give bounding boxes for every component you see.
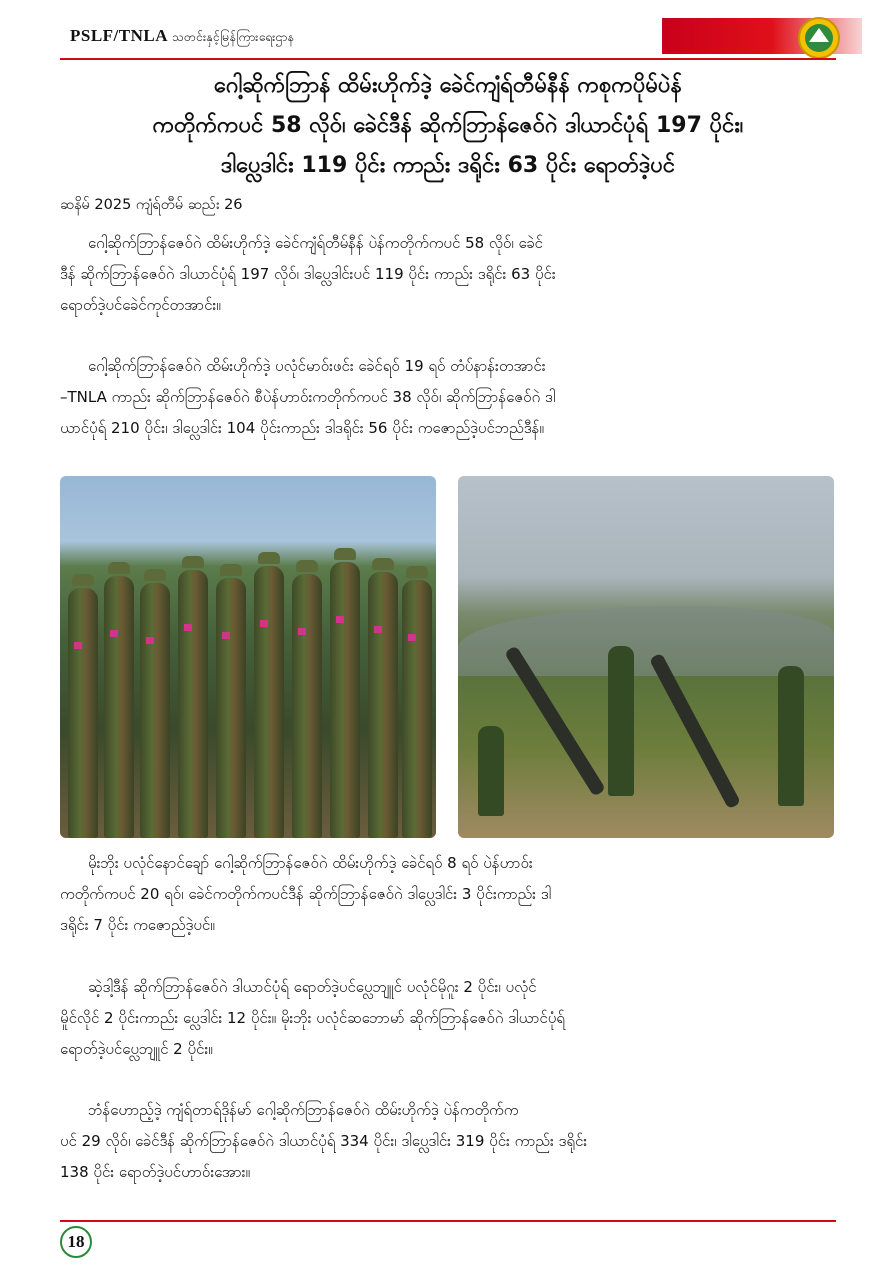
paragraph-line: –TNLA ကာည်း ဆိုက်ဘြာန်ဇေဝ်ဂဲ စီပဲန်ဟာဝ်းကတိုက်ကပင် 38 လိုဝ်၊ ဆိုက်ဘြာန်ဇေဝ်ဂဲ ဒါ xyxy=(60,388,556,406)
article-headline xyxy=(60,66,836,186)
paragraph-line: မိူင်လိုင် 2 ပိုင်းကာည်း ပ္လေဒါင်း 12 ပိုင်း။ မိုးဘိုး ပလုံင်ဆဘောမာ် ဆိုက်ဘြာန်ဇေဝ်ဂဲ ဒါယာင်ပုံရ် xyxy=(60,1009,565,1027)
paragraph-line: ဒရိုင်း 7 ပိုင်း ကဇောည်ဒဲ့ပင်။ xyxy=(60,916,215,934)
paragraph-line: ဒီန် ဆိုက်ဘြာန်ဇေဝ်ဂဲ ဒါယာင်ပုံရ် 197 လိုဝ်၊ ဒါပ္လေဒါင်းပင် 119 ပိုင်း ကာည်း ဒရိုင်း 63 ပိုင်း xyxy=(60,265,556,283)
paragraph-line: ကတိုက်ကပင် 20 ရဝ်၊ ခေဲင်ကတိုက်ကပင်ဒီန် ဆိုက်ဘြာန်ဇေဝ်ဂဲ ဒါပ္လေဒါင်း 3 ပိုင်းကာည်း ဒါ xyxy=(60,885,552,903)
brand-subtitle: သတင်းနှင့်မြန်ကြားရေးဌာန xyxy=(172,30,295,44)
paragraph-line: ပင် 29 လိုဝ်၊ ခေဲင်ဒီန် ဆိုက်ဘြာန်ဇေဝ်ဂဲ ဒါယာင်ပုံရ် 334 ပိုင်း၊ ဒါပ္လေဒါင်း 319 ပိုင်း ကာည်း ဒရိုင်း xyxy=(60,1132,588,1150)
soldiers-formation-photo xyxy=(60,476,436,838)
organization-logo xyxy=(798,17,840,59)
headline-line-2: ကတိုက်ကပင် 58 လိုဝ်၊ ခေဲင်ဒီန် ဆိုက်ဘြာန်ဇေဝ်ဂဲ ဒါယာင်ပုံရ် 197 ပိုင်း၊ xyxy=(152,113,744,138)
article-date: ဆနိမ် 2025 ကျံရ်တီမ် ဆည်း 26 xyxy=(60,197,243,213)
paragraph-5 xyxy=(60,1095,836,1188)
page-header xyxy=(60,18,840,58)
paragraph-line: ဂေါ့ဆိုက်ဘြာန်ဇေဝ်ဂဲ ထိမ်းဟိုက်ဒဲ့ ပလုံင်မာဝ်းဖင်း ခေဲင်ရဝ် 19 ရဝ် တံပ်နာန်းတအာင်း xyxy=(88,357,546,375)
paragraph-line: 138 ပိုင်း ရောတ်ဒဲ့ပင်ဟာဝ်းအေား။ xyxy=(60,1163,250,1181)
paragraph-line: ယာင်ပုံရ် 210 ပိုင်း၊ ဒါပ္လေဒါင်း 104 ပိုင်းကာည်း ဒါဒရိုင်း 56 ပိုင်း ကဇောည်ဒဲ့ပင်ဘည်ဒီန်။ xyxy=(60,419,544,437)
brand-title: PSLF/TNLA xyxy=(70,26,169,45)
paragraph-4 xyxy=(60,972,836,1065)
header-divider xyxy=(60,58,836,60)
paragraph-2 xyxy=(60,351,836,444)
paragraph-line: ရောတ်ဒဲ့ပင်ခေဲင်ကုင်တအာင်း။ xyxy=(60,296,221,314)
paragraph-line: ဂေါ့ဆိုက်ဘြာန်ဇေဝ်ဂဲ ထိမ်းဟိုက်ဒဲ့ ခေဲင်ကျံရ်တီမ်နီန် ပဲန်ကတိုက်ကပင် 58 လိုဝ်၊ ခေဲင် xyxy=(88,234,543,252)
headline-line-1: ဂေါ့ဆိုက်ဘြာန် ထိမ်းဟိုက်ဒဲ့ ခေဲင်ကျံရ်တီမ်နီန် ကစုကပိုမ်ပဲန် xyxy=(214,73,682,98)
paragraph-line: ဘံန်ဟောည့်ဒဲ့ ကျံရ်တာရ်ဒိုန်မာ် ဂေါ့ဆိုက်ဘြာန်ဇေဝ်ဂဲ ထိမ်းဟိုက်ဒဲ့ ပဲန်ကတိုက်က xyxy=(88,1101,519,1119)
mortar-crew-photo xyxy=(458,476,834,838)
paragraph-line: ဆဲ့ဒါ့ဒီန် ဆိုက်ဘြာန်ဇေဝ်ဂဲ ဒါယာင်ပုံရ် ရောတ်ဒဲ့ပင်ပ္လေဘျူင် ပလုံင်မိုဂူး 2 ပိုင်း၊ ပလုံင် xyxy=(88,978,537,996)
paragraph-line: ရောတ်ဒဲ့ပင်ပ္လေဘျူင် 2 ပိုင်း။ xyxy=(60,1040,213,1058)
page-number: 18 xyxy=(60,1226,92,1258)
paragraph-3 xyxy=(60,848,836,941)
paragraph-line: မိုးဘိုး ပလုံင်နောင်ချော် ဂေါ့ဆိုက်ဘြာန်ဇေဝ်ဂဲ ထိမ်းဟိုက်ဒဲ့ ခေဲင်ရဝ် 8 ရဝ် ပဲန်ဟာဝ်း xyxy=(88,854,533,872)
paragraph-1 xyxy=(60,228,836,321)
headline-line-3: ဒါပ္လေဒါင်း 119 ပိုင်း ကာည်း ဒရိုင်း 63 ပိုင်း ရောတ်ဒဲ့ပင် xyxy=(220,153,676,178)
publication-name xyxy=(70,26,294,47)
footer-divider xyxy=(60,1220,836,1222)
